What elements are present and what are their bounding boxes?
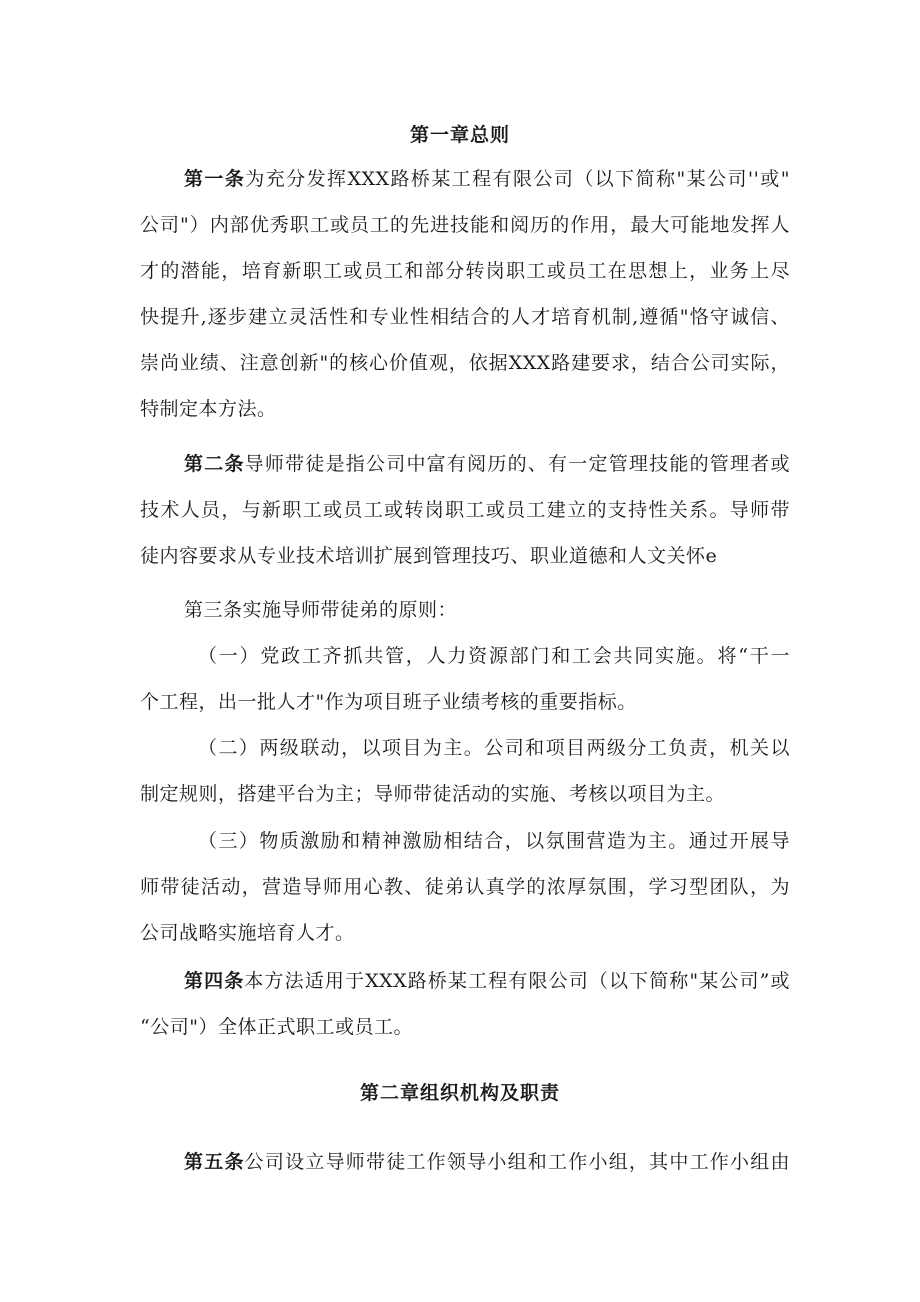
article2-line3: 徒内容要求从专业技术培训扩展到管理技巧、职业道德和人文关怀e bbox=[140, 545, 718, 567]
article3-item2-line2: 制定规则，搭建平台为主；导师带徒活动的实施、考核以项目为主。 bbox=[140, 783, 726, 805]
article3-item3-line1: （三）物质激励和精神激励相结合，以氛围营造为主。通过开展导 bbox=[198, 830, 790, 852]
article1-line4: 快提升,逐步建立灵活性和专业性相结合的人才培育机制,遵循"恪守诚信、 bbox=[140, 306, 790, 328]
article4-line1: 第四条本方法适用于XXX路桥某工程有限公司（以下简称"某公司”或 bbox=[184, 970, 790, 992]
article2-line2: 技术人员，与新职工或员工或转岗职工或员工建立的支持性关系。导师带 bbox=[140, 499, 790, 521]
article5-label: 第五条 bbox=[184, 1151, 245, 1173]
article4-line2: “公司"）全体正式职工或员工。 bbox=[140, 1016, 413, 1038]
article3-item3-line3: 公司战略实施培育人才。 bbox=[140, 922, 355, 944]
article2-line1: 第二条导师带徒是指公司中富有阅历的、有一定管理技能的管理者或 bbox=[184, 453, 790, 475]
article3-item3-line2: 师带徒活动，营造导师用心教、徒弟认真学的浓厚氛围，学习型团队，为 bbox=[140, 876, 790, 898]
article1-line5: 崇尚业绩、注意创新"的核心价值观，依据XXX路建要求，结合公司实际， bbox=[140, 352, 790, 374]
article1-line3: 才的潜能，培育新职工或员工和部分转岗职工或员工在思想上，业务上尽 bbox=[140, 260, 790, 282]
chapter1-title: 第一章总则 bbox=[409, 124, 510, 146]
article3-item1-line2: 个工程，出一批人才"作为项目班子业绩考核的重要指标。 bbox=[140, 691, 637, 713]
article3-intro: 第三条实施导师带徒弟的原则： bbox=[184, 599, 458, 621]
article3-item1-line1: （一）党政工齐抓共管，人力资源部门和工会共同实施。将“干一 bbox=[198, 645, 790, 667]
article5-line1: 第五条公司设立导师带徒工作领导小组和工作小组，其中工作小组由 bbox=[184, 1151, 790, 1173]
chapter2-title: 第二章组织机构及职责 bbox=[359, 1082, 560, 1104]
article1-line6: 特制定本方法。 bbox=[140, 398, 277, 420]
article2-label: 第二条 bbox=[184, 453, 245, 475]
article3-item2-line1: （二）两级联动，以项目为主。公司和项目两级分工负责，机关以 bbox=[198, 737, 790, 759]
article1-label: 第一条 bbox=[184, 168, 246, 190]
article1-line2: 公司"）内部优秀职工或员工的先进技能和阅历的作用，最大可能地发挥人 bbox=[140, 214, 790, 236]
article4-label: 第四条 bbox=[184, 970, 245, 992]
article1-line1: 第一条为充分发挥XXX路桥某工程有限公司（以下简称"某公司''或" bbox=[184, 168, 790, 190]
